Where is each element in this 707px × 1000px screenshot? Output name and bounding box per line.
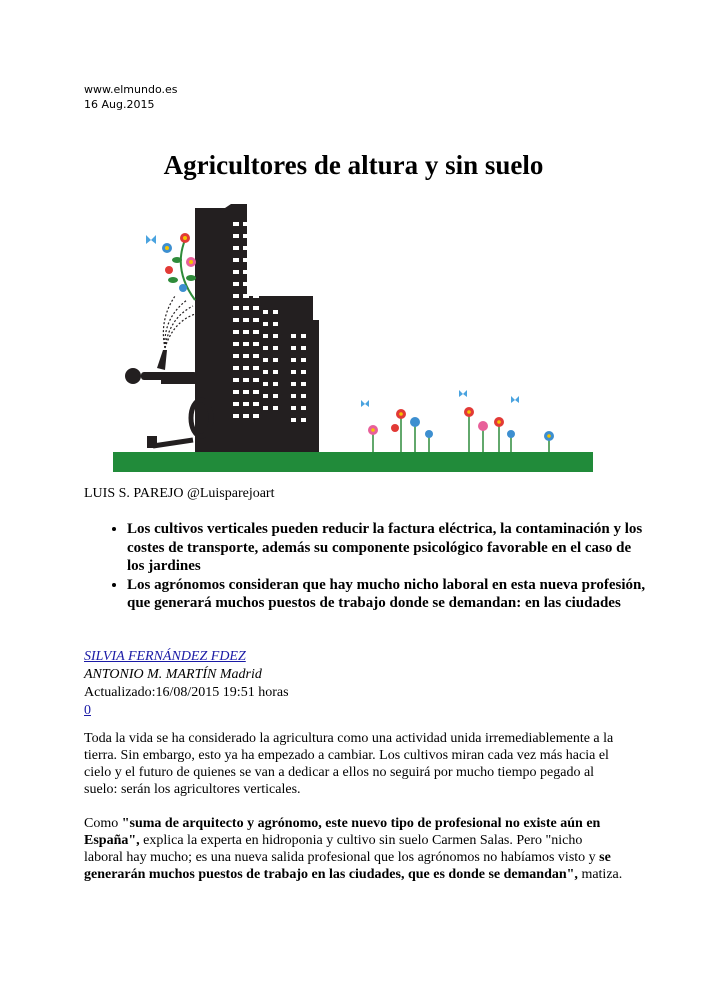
body-paragraph: Toda la vida se ha considerado la agricultura como una actividad unida irremediablemente a la tierra. Sin embargo, esto ya ha empezado a cambiar. Los cultivos miran cada vez más hacia el cielo y el futuro de quienes se van a dedicar a ellos no seguirá por mucho tiempo pegado al suelo: serán los agricultores verticales. [84, 731, 614, 797]
body-bold-text: "suma de arquitecto y agrónomo, este nuevo tipo de profesional no existe aún en España", [84, 816, 601, 848]
author-name: ANTONIO M. MARTÍN Madrid [84, 667, 262, 682]
image-credit: LUIS S. PAREJO @Luisparejoart [84, 486, 275, 501]
byline [84, 648, 289, 720]
updated-timestamp: Actualizado:16/08/2015 19:51 horas [84, 685, 289, 700]
body-text: explica la experta en hidroponia y cultivo sin suelo Carmen Salas. Pero "nicho laboral hay mucho; es una nueva salida profesional que los agrónomos no habíamos visto y [84, 833, 600, 865]
article-illustration [113, 200, 593, 472]
summary-bullets [108, 520, 647, 613]
summary-bullet: • Los agrónomos consideran que hay mucho nicho laboral en esta nueva profesión, que generará muchos puestos de trabajo donde se demandan: en las ciudades [127, 576, 647, 613]
author-link[interactable]: SILVIA FERNÁNDEZ FDEZ [84, 649, 246, 664]
source-site: www.elmundo.es [84, 83, 178, 96]
grass-strip [113, 452, 593, 472]
ground-flowers [368, 407, 554, 452]
source-info [84, 82, 177, 112]
summary-bullet: • Los cultivos verticales pueden reducir la factura eléctrica, la contaminación y los costes de transporte, además su componente psicológico favorable en el caso de los jardines [127, 520, 647, 576]
tall-building [195, 208, 247, 452]
body-text: Como [84, 816, 122, 831]
water-spray [163, 296, 195, 348]
source-date: 16 Aug.2015 [84, 98, 155, 111]
body-paragraph [84, 815, 624, 883]
body-bold-text: se generarán muchos puestos de trabajo en las ciudades, que es donde se demandan", [84, 850, 611, 882]
vine-plant [162, 233, 196, 300]
worker-figure [125, 350, 201, 384]
article-title: Agricultores de altura y sin suelo [163, 150, 544, 180]
comments-count-link[interactable]: 0 [84, 703, 91, 718]
body-text: matiza. [577, 867, 623, 882]
